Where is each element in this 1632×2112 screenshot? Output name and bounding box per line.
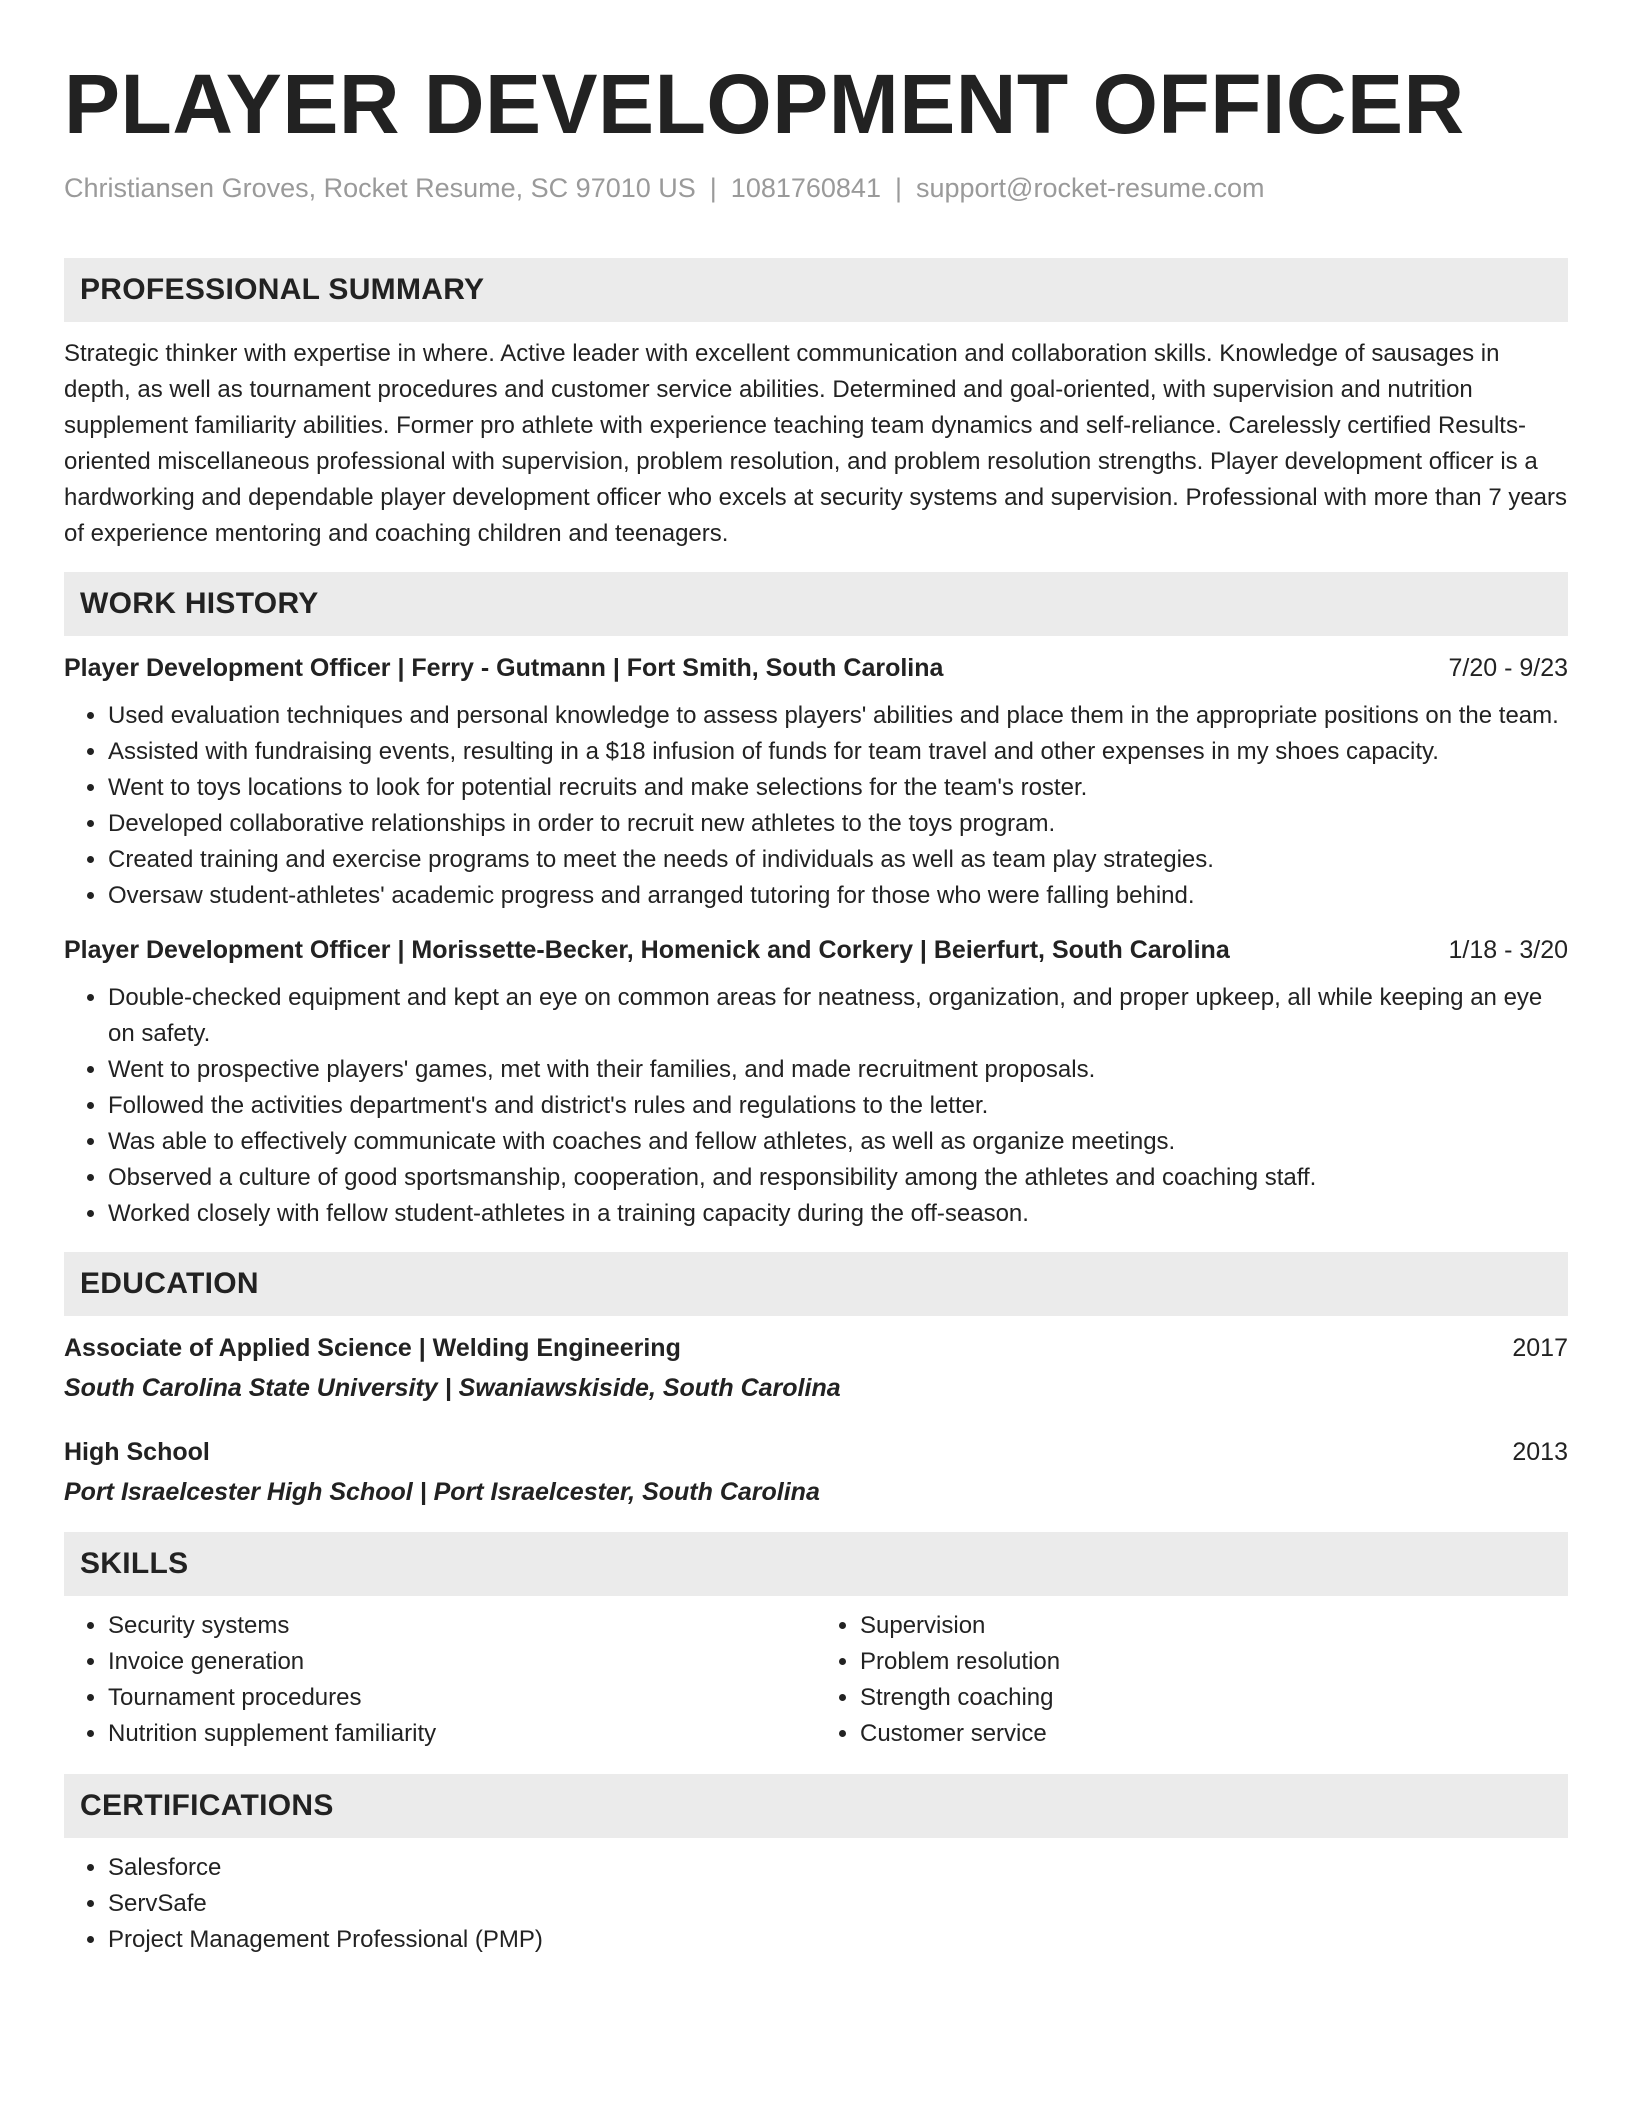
job-bullet: • Was able to effectively communicate with coaches and fellow athletes, as well as organize meetings. xyxy=(108,1124,1568,1160)
education-entry xyxy=(64,1330,1568,1406)
skill-item: • Security systems xyxy=(108,1608,816,1644)
education-school: South Carolina State University | Swaniawskiside, South Carolina xyxy=(64,1374,841,1402)
education-header xyxy=(64,1434,1568,1470)
job-bullet: • Followed the activities department's and district's rules and regulations to the letter. xyxy=(108,1088,1568,1124)
education-header xyxy=(64,1330,1568,1366)
job-header xyxy=(64,650,1568,686)
education-year: 2017 xyxy=(1512,1334,1568,1362)
skill-item: • Invoice generation xyxy=(108,1644,816,1680)
job-bullet: • Went to prospective players' games, met with their families, and made recruitment proposals. xyxy=(108,1052,1568,1088)
certification-item: • ServSafe xyxy=(108,1886,1568,1922)
job-bullet: • Observed a culture of good sportsmanship, cooperation, and responsibility among the athletes and coaching staff. xyxy=(108,1160,1568,1196)
job-title: Player Development Officer | Morissette-Becker, Homenick and Corkery | Beierfurt, South Carolina xyxy=(64,936,1230,964)
skills-column-right xyxy=(816,1608,1568,1752)
job-bullets xyxy=(64,980,1568,1232)
contact-separator: | xyxy=(709,173,717,203)
education-year: 2013 xyxy=(1512,1438,1568,1466)
certification-item: • Project Management Professional (PMP) xyxy=(108,1922,1568,1958)
job-entry xyxy=(64,650,1568,914)
summary-text: Strategic thinker with expertise in where. Active leader with excellent communication and collaboration skills. Knowledge of sausages in depth, as well as tournament procedures and customer service abilities. Determined and goal-oriented, with supervision and nutrition supplement familiarity abilities. Former pro athlete with experience teaching team dynamics and self-reliance. Carelessly certified Results-oriented miscellaneous professional with supervision, problem resolution, and problem resolution strengths. Player development officer is a hardworking and dependable player development officer who excels at security systems and supervision. Professional with more than 7 years of experience mentoring and coaching children and teenagers. xyxy=(64,340,1568,547)
contact-line xyxy=(64,170,1568,206)
skill-item: • Customer service xyxy=(860,1716,1568,1752)
job-bullet: • Oversaw student-athletes' academic progress and arranged tutoring for those who were falling behind. xyxy=(108,878,1568,914)
education-degree: High School xyxy=(64,1438,210,1466)
job-title: Player Development Officer | Ferry - Gutmann | Fort Smith, South Carolina xyxy=(64,654,944,682)
skill-item: • Strength coaching xyxy=(860,1680,1568,1716)
certification-list xyxy=(64,1850,1568,1958)
contact-separator: | xyxy=(894,173,902,203)
job-bullet: • Worked closely with fellow student-athletes in a training capacity during the off-season. xyxy=(108,1196,1568,1232)
section-heading-skills: SKILLS xyxy=(64,1532,1568,1596)
skill-item: • Nutrition supplement familiarity xyxy=(108,1716,816,1752)
job-header xyxy=(64,932,1568,968)
certification-item: • Salesforce xyxy=(108,1850,1568,1886)
job-dates: 1/18 - 3/20 xyxy=(1448,936,1568,964)
education-entry xyxy=(64,1434,1568,1510)
page-title: PLAYER DEVELOPMENT OFFICER xyxy=(64,57,1465,151)
job-bullet: • Created training and exercise programs to meet the needs of individuals as well as team play strategies. xyxy=(108,842,1568,878)
job-bullet: • Assisted with fundraising events, resulting in a $18 infusion of funds for team travel and other expenses in my shoes capacity. xyxy=(108,734,1568,770)
skills-grid xyxy=(64,1596,1568,1752)
skill-item: • Tournament procedures xyxy=(108,1680,816,1716)
job-entry xyxy=(64,932,1568,1232)
contact-address: Christiansen Groves, Rocket Resume, SC 97010 US xyxy=(64,173,696,203)
contact-phone: 1081760841 xyxy=(730,173,881,203)
section-heading-certifications: CERTIFICATIONS xyxy=(64,1774,1568,1838)
job-bullet: • Went to toys locations to look for potential recruits and make selections for the team's roster. xyxy=(108,770,1568,806)
section-heading-education: EDUCATION xyxy=(64,1252,1568,1316)
skill-item: • Problem resolution xyxy=(860,1644,1568,1680)
job-bullets xyxy=(64,698,1568,914)
job-bullet: • Developed collaborative relationships in order to recruit new athletes to the toys program. xyxy=(108,806,1568,842)
skill-item: • Supervision xyxy=(860,1608,1568,1644)
skills-column-left xyxy=(64,1608,816,1752)
education-degree: Associate of Applied Science | Welding Engineering xyxy=(64,1334,681,1362)
section-heading-work-history: WORK HISTORY xyxy=(64,572,1568,636)
job-dates: 7/20 - 9/23 xyxy=(1448,654,1568,682)
contact-email: support@rocket-resume.com xyxy=(915,173,1265,203)
education-school: Port Israelcester High School | Port Israelcester, South Carolina xyxy=(64,1478,820,1506)
job-bullet: • Double-checked equipment and kept an eye on common areas for neatness, organization, and proper upkeep, all while keeping an eye on safety. xyxy=(108,980,1568,1052)
section-heading-summary: PROFESSIONAL SUMMARY xyxy=(64,258,1568,322)
job-bullet: • Used evaluation techniques and personal knowledge to assess players' abilities and place them in the appropriate positions on the team. xyxy=(108,698,1568,734)
